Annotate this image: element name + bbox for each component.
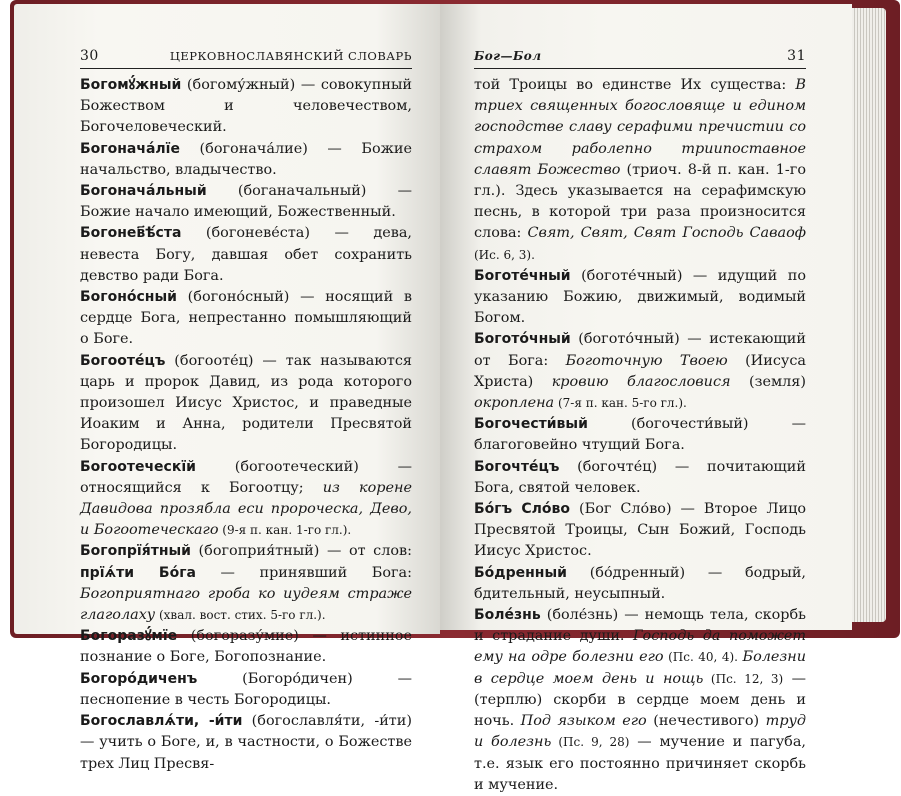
dictionary-entry: [474, 605, 806, 796]
entry-quote: Богоприятнаго гроба ко иудеям страже глаголаху: [80, 585, 412, 624]
entry-definition: (богоприя́тный) — от слов:: [190, 543, 412, 560]
entry-citation: (хвал. вост. стих. 5-го гл.).: [155, 608, 326, 623]
entry-quote: Болезни в сердце моем день и нощь: [474, 649, 807, 687]
entry-definition: (богоневе́ста) — дева, невеста Богу, давшая обет сохранить девство ради Бога.: [80, 225, 412, 284]
dictionary-entry: [474, 266, 806, 330]
dictionary-entry: [80, 351, 412, 457]
entry-headword: Боле́знь: [474, 607, 541, 624]
right-page-number: 31: [787, 48, 806, 64]
entry-definition: (богонача́лие) — Божие начальство, владычество.: [80, 140, 412, 178]
left-running-title: ЦЕРКОВНОСЛАВЯНСКИЙ СЛОВАРЬ: [169, 49, 412, 63]
entry-citation: (Пс. 40, 4).: [663, 650, 743, 665]
entry-headword: Боготе́чный: [474, 267, 571, 284]
page-edges: [852, 8, 886, 622]
entry-headword: Богоно́сный: [80, 289, 177, 306]
entry-definition: (нечестивого): [646, 713, 766, 730]
left-page-number: 30: [80, 48, 99, 64]
entry-definition: (богоразу́мие) — истинное познание о Боге, Богопознание.: [80, 628, 412, 666]
dictionary-entry: [80, 626, 412, 668]
entry-quote: В триех священных богословяще и едином господстве славу серафими пречистии со страхом раболепно триипоставное славят Божество: [474, 77, 806, 178]
entry-quote: Под языком его: [520, 713, 647, 730]
entry-headword: Богославлѧ́ти, -и́ти: [80, 713, 243, 730]
entry-headword: Богоро́диченъ: [80, 670, 198, 687]
entry-headword: Богочте́цъ: [474, 458, 560, 475]
dictionary-entry: [474, 457, 806, 499]
entry-citation: (Пс. 9, 28): [551, 735, 630, 750]
entry-headword: Богооте́цъ: [80, 352, 166, 369]
entry-definition: (боле́знь) — немощь тела, скорбь и страдание души.: [474, 607, 806, 645]
dictionary-entry: [80, 457, 412, 542]
right-entries: [474, 75, 806, 796]
entry-headword: Богопрїя́тный: [80, 543, 191, 560]
entry-citation: (7-я п. кан. 5-го гл.).: [554, 396, 687, 411]
entry-headword: Богонев҃ѣ́ста: [80, 225, 182, 242]
entry-headword: Богоотеческїй: [80, 458, 196, 475]
left-page: [14, 4, 440, 772]
dictionary-entry: [474, 75, 806, 266]
entry-headword: Богонача́льный: [80, 183, 207, 200]
right-running-head: [474, 48, 806, 69]
entry-headword: Богочести́вый: [474, 416, 588, 433]
entry-definition: (боганачальный) — Божие начало имеющий, Божественный.: [80, 183, 412, 221]
left-running-head: [80, 48, 412, 69]
entry-definition: — мучение и пагуба, т.е. язык его постоянно причиняет скорбь и мучение.: [474, 734, 806, 793]
entry-definition: (Богоро́дичен) — песнопение в честь Богородицы.: [80, 670, 412, 708]
entry-definition: (богочте́ц) — почитающий Бога, святой человек.: [474, 458, 806, 496]
dictionary-entry: [80, 181, 412, 223]
dictionary-entry: [474, 414, 806, 456]
entry-definition: (богому́жный) — совокупный Божеством и человечеством, Богочеловеческий.: [80, 77, 412, 136]
entry-headword: Богомꙋ́жный: [80, 77, 182, 93]
entry-headword: Бо́гъ Сло́во: [474, 501, 571, 518]
entry-definition: (боготе́чный) — идущий по указанию Божию, движимый, водимый Богом.: [474, 267, 806, 327]
entry-quote: Свят, Свят, Свят Господь Саваоф: [527, 225, 806, 242]
entry-citation: (9-я п. кан. 1-го гл.).: [218, 523, 352, 538]
entry-definition: (триоч. 8-й п. кан. 1-го гл.). Здесь указывается на серафимскую песнь, в которой три раза произносится слова:: [474, 161, 806, 242]
entry-definition: (земля): [730, 373, 806, 390]
dictionary-entry: [80, 223, 412, 287]
entry-quote: кровию благословися: [551, 373, 731, 390]
dictionary-entry: [80, 711, 412, 775]
entry-definition: (богоно́сный) — носящий в сердце Бога, непрестанно помышляющий о Боге.: [80, 289, 412, 348]
entry-definition: (богото́чный) — истекающий от Бога:: [474, 331, 806, 369]
entry-quote: окроплена: [474, 395, 555, 412]
entry-definition: (богочести́вый) — благоговейно чтущий Бога.: [474, 416, 806, 454]
right-page: [440, 4, 852, 793]
entry-headword: Бо́дренный: [474, 564, 567, 581]
entry-definition: — (терплю) скорби в сердце моем день и ночь.: [474, 670, 806, 730]
entry-definition: (богоотеческий) — относящийся к Богоотцу;: [80, 458, 412, 496]
dictionary-entry: [80, 669, 412, 711]
entry-citation: (Пс. 12, 3): [703, 671, 784, 686]
dictionary-entry: [80, 75, 412, 139]
dictionary-entry: [80, 139, 412, 181]
entry-quote: Господь да поможет ему на одре болезни его: [474, 628, 806, 666]
entry-quote: Боготочную Твоею: [565, 352, 728, 369]
entry-quote: труд и болезнь: [474, 713, 806, 751]
right-running-headword: Бог—Бол: [474, 49, 542, 63]
entry-definition: той Троицы во единстве Их существа:: [474, 77, 796, 93]
dictionary-entry: [474, 329, 806, 414]
entry-headword: Богото́чный: [474, 331, 571, 348]
entry-definition: (богооте́ц) — так называются царь и пророк Давид, из рода которого произошел Иисус Христос, и праведные Иоаким и Анна, родители Пресвятой Богородицы.: [80, 352, 412, 454]
entry-definition: — принявший Бога:: [195, 564, 412, 581]
entry-definition: (бо́дренный) — бодрый, бдительный, неусыпный.: [474, 564, 806, 602]
dictionary-entry: [80, 541, 412, 626]
entry-definition: (Иисуса Христа): [474, 352, 806, 390]
entry-headword: Богоразꙋ́мїе: [80, 628, 178, 645]
dictionary-entry: [80, 287, 412, 351]
dictionary-entry: [474, 499, 806, 563]
left-entries: [80, 75, 412, 775]
dictionary-entry: [474, 563, 806, 605]
entry-definition: (Бог Сло́во) — Второе Лицо Пресвятой Троицы, Сын Божий, Господь Иисус Христос.: [474, 501, 806, 560]
entry-quote: из корене Давидова прозябла еси пророческа, Дево, и Богоотеческаго: [80, 479, 412, 539]
entry-definition: (богославля́ти, -и́ти) — учить о Боге, и, в частности, о Божестве трех Лиц Пресвя-: [80, 713, 412, 772]
entry-headword: Богонача́лїе: [80, 140, 180, 157]
entry-headword: прїѧ́ти Бо́га: [80, 564, 196, 581]
entry-citation: (Ис. 6, 3).: [474, 247, 535, 262]
